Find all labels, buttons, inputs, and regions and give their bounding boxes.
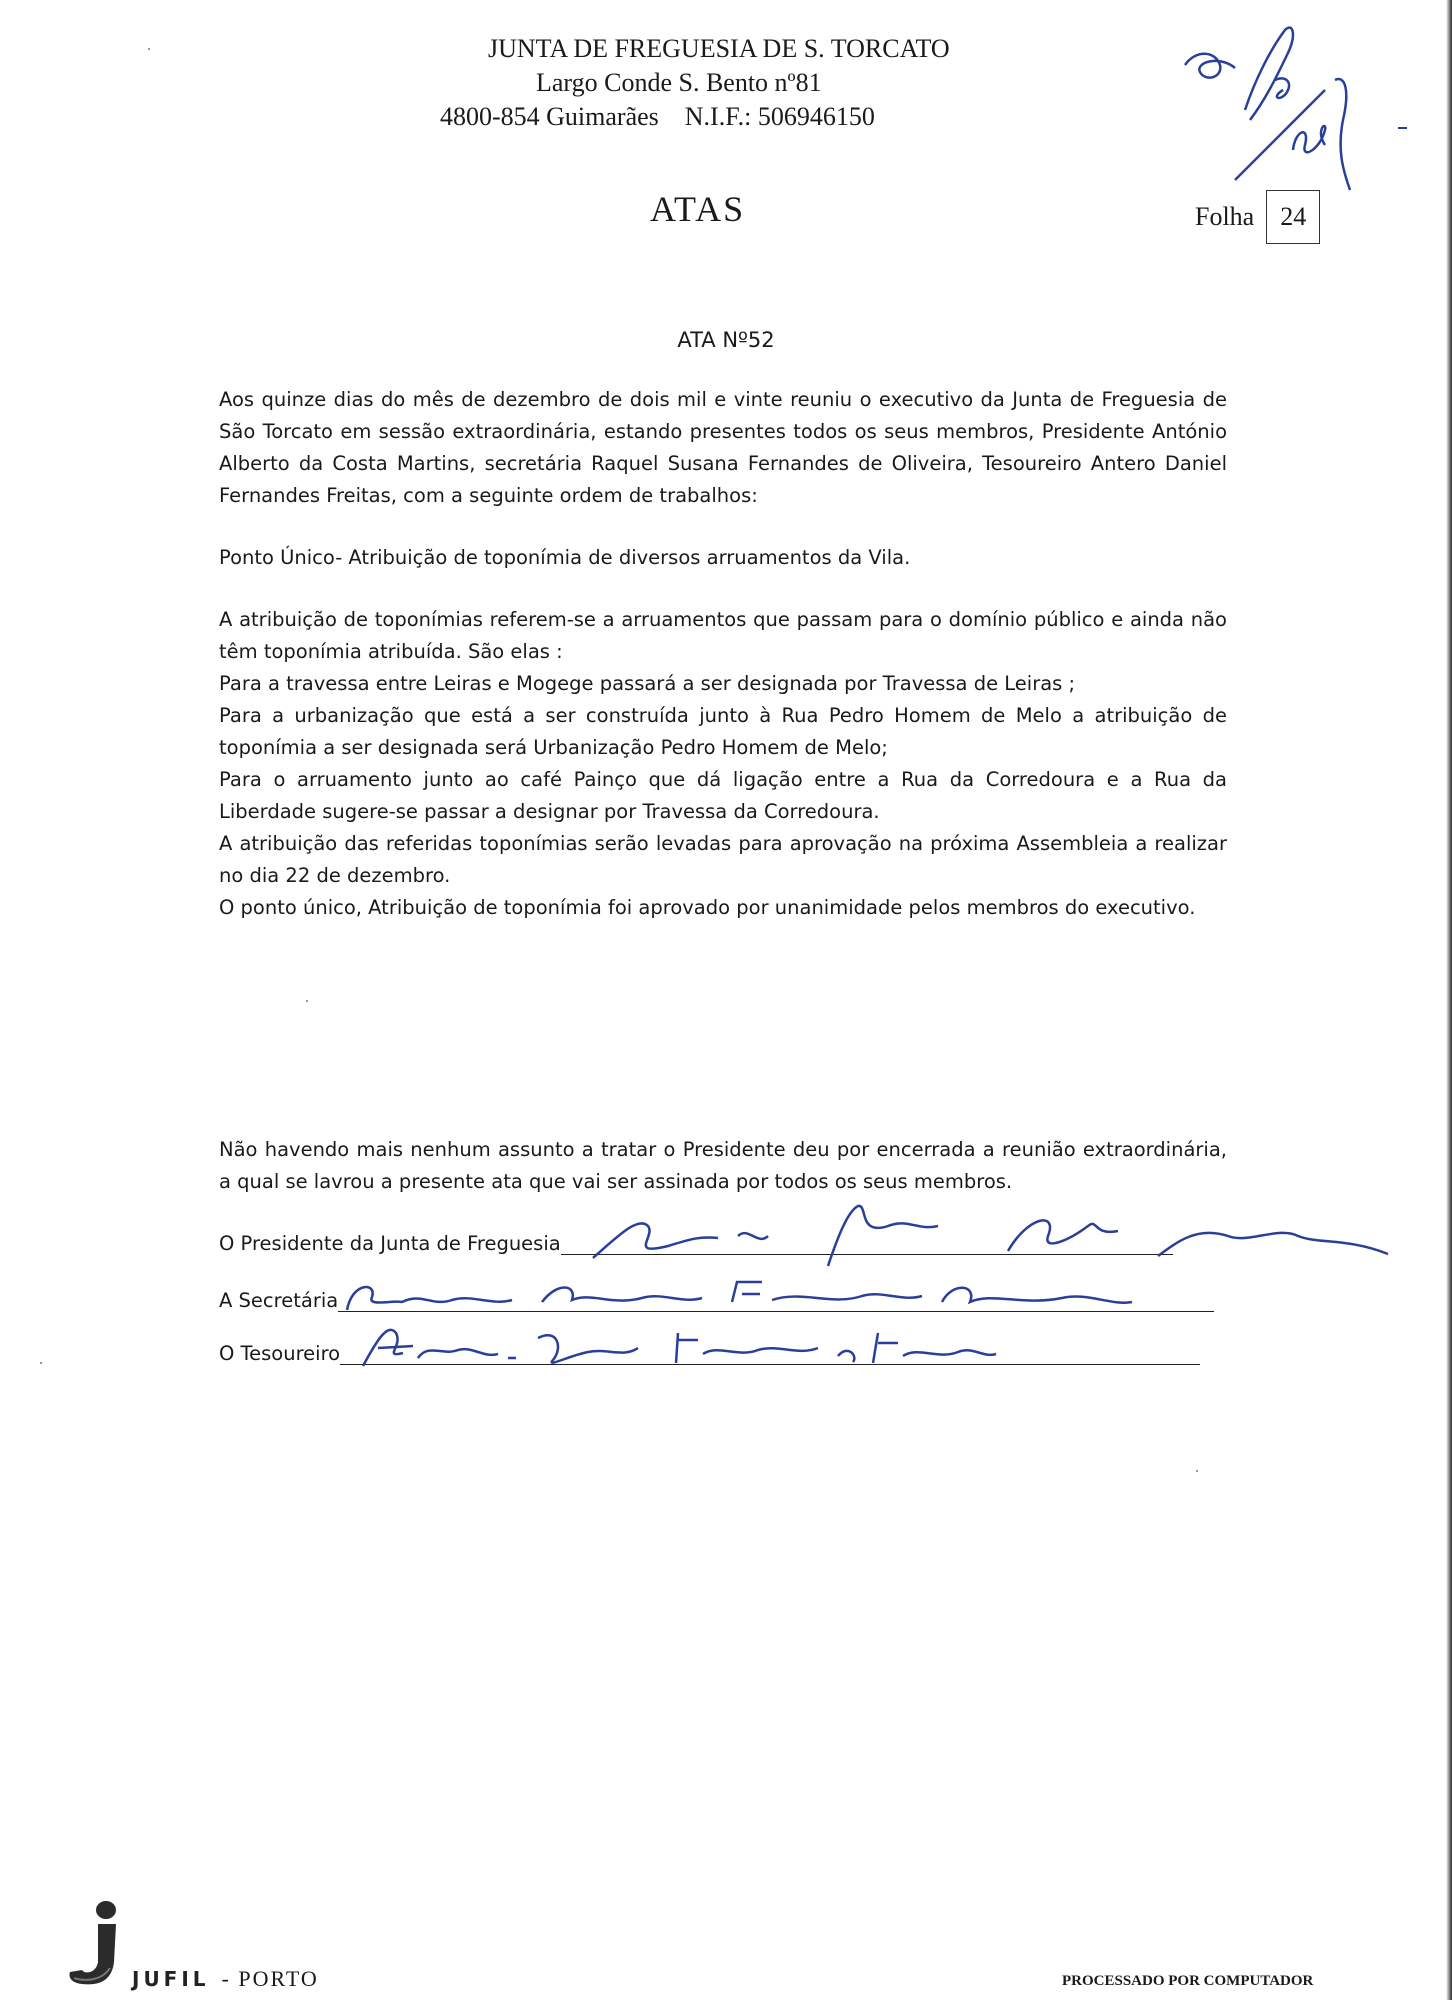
scan-speck xyxy=(1196,1470,1198,1472)
scan-edge-shadow xyxy=(1446,0,1452,2000)
minutes-title: ATA Nº52 xyxy=(677,328,775,352)
minutes-closing xyxy=(219,1134,1227,1198)
org-address: Largo Conde S. Bento nº81 xyxy=(536,68,822,97)
publisher-brand xyxy=(132,1966,319,1992)
discussion-line: Para a travessa entre Leiras e Mogege passará a ser designada por Travessa de Leiras ; xyxy=(219,672,1076,695)
discussion-line: Para o arruamento junto ao café Painço que dá ligação entre a Rua da Corredoura e a Rua da Liberdade sugere-se passar a designar por Travessa da Corredoura. xyxy=(219,768,1227,823)
footer-note: PROCESSADO POR COMPUTADOR xyxy=(1062,1973,1314,1989)
president-signature xyxy=(588,1196,1398,1276)
secretary-label: A Secretária xyxy=(219,1289,339,1312)
letterhead xyxy=(420,32,1080,134)
discussion-line: A atribuição de toponímias referem-se a arruamentos que passam para o domínio público e ainda não têm toponímia atribuída. São elas : xyxy=(219,608,1227,663)
publisher-name: JUFIL xyxy=(132,1967,210,1991)
book-title: ATAS xyxy=(650,189,746,229)
scan-speck xyxy=(40,1362,42,1364)
intro-paragraph: Aos quinze dias do mês de dezembro de dois mil e vinte reuniu o executivo da Junta de Freguesia de São Torcato em sessão extraordinária, estando presentes todos os seus membros, Presidente António Alberto da Costa Martins, secretária Raquel Susana Fernandes de Oliveira, Tesoureiro Antero Daniel Fernandes Freitas, com a seguinte ordem de trabalhos: xyxy=(219,388,1227,507)
secretary-signature xyxy=(342,1272,1142,1316)
discussion-line: O ponto único, Atribuição de toponímia foi aprovado por unanimidade pelos membros do executivo. xyxy=(219,896,1196,919)
agenda-item: Ponto Único- Atribuição de toponímia de diversos arruamentos da Vila. xyxy=(219,546,911,569)
sheet-number xyxy=(1195,190,1320,244)
minutes-discussion xyxy=(219,604,1227,924)
jufil-logo xyxy=(62,1898,132,1988)
org-city-nif: 4800-854 Guimarães N.I.F.: 506946150 xyxy=(440,102,875,131)
org-name: JUNTA DE FREGUESIA DE S. TORCATO xyxy=(488,34,950,63)
treasurer-signature xyxy=(358,1318,998,1374)
scan-speck xyxy=(306,1000,308,1002)
minutes-intro xyxy=(219,384,1227,512)
treasurer-label: O Tesoureiro xyxy=(219,1342,341,1365)
closing-paragraph: Não havendo mais nenhum assunto a tratar o Presidente deu por encerrada a reunião extraordinária, a qual se lavrou a presente ata que vai ser assinada por todos os seus membros. xyxy=(219,1138,1227,1193)
president-label: O Presidente da Junta de Freguesia xyxy=(219,1232,561,1255)
discussion-line: Para a urbanização que está a ser construída junto à Rua Pedro Homem de Melo a atribuição de toponímia a ser designada será Urbanização Pedro Homem de Melo; xyxy=(219,704,1227,759)
minutes-agenda xyxy=(219,542,1227,574)
discussion-line: A atribuição das referidas toponímias serão levadas para aprovação na próxima Assembleia a realizar no dia 22 de dezembro. xyxy=(219,832,1227,887)
corner-initials-signature xyxy=(1175,20,1415,205)
publisher-city: - PORTO xyxy=(221,1966,319,1991)
scan-speck xyxy=(148,48,150,50)
sheet-label: Folha xyxy=(1195,202,1255,231)
sheet-number-box: 24 xyxy=(1266,190,1320,244)
